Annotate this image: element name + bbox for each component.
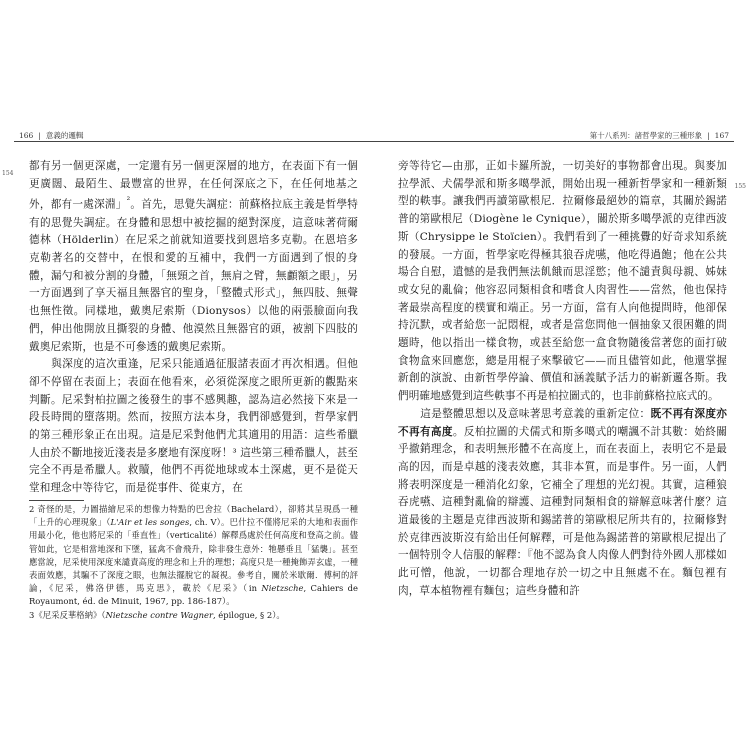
footnote-italic-title: Nietzsche contre Wagner xyxy=(105,609,213,620)
footnote-rule xyxy=(29,500,84,501)
footnote-2 xyxy=(29,503,358,609)
footnote-italic-title: Nietzsche xyxy=(261,583,304,594)
footnote-italic-title: L'Air et les songes xyxy=(110,517,190,528)
left-running-header: 166 | 意義的邏輯 xyxy=(19,131,84,140)
left-margin-note: 154 xyxy=(2,170,14,177)
bold-phrase: 既不再有深度亦不再有高度 xyxy=(398,407,727,438)
right-page xyxy=(375,0,750,750)
footnote-text: , ch. V）。巴什拉不僅將尼采的大地和表面作用最小化，他也將尼采的「垂直性」（verticalité）解釋爲處於任何高度和登高之前。儘管如此，它是相當地深和下墜，猛禽不會飛升，除非發生意外：牠懸垂且「猛襲」。甚至應當說，尼采使用深度來譴責高度的理念和上升的理想；高度只是一種掩飾弄玄虛，一種表面效應，其騙不了深度之眼，也無法擺脫它的凝視。參考自，關於米歇爾．傅柯的評論，《尼采，佛洛伊德，馬克思》，載於《尼采》（in xyxy=(29,517,359,594)
right-header-rule xyxy=(375,141,734,142)
left-footnotes xyxy=(29,503,358,622)
right-page-number: 167 xyxy=(714,131,729,140)
paragraph-text: 這是整體思想以及意味著思考意義的重新定位： xyxy=(420,407,651,420)
left-header-rule xyxy=(14,141,375,142)
footnote-text: 2 奇怪的是，力圖描繪尼采的想像力特點的巴舍拉（Bachelard），卻將其呈現爲一種「上升的心理現象」（ xyxy=(29,504,358,528)
left-paragraph-2: 與深度的這次重逢，尼采只能通過征服諸表面才再次相遇。但他卻不停留在表面上；表面在他看來，必須從深度之眼所更新的觀點來判斷。尼采對柏拉圖之後發生的事不感興趣，認為這必然接下來是一段長時間的墮落期。然而，按照方法本身，我們卻感覺到，哲學家們的第三種形象正在出現。這是尼采對他們尤其適用的用語：這些希臘人由於不斷地接近淺表是多麼地有深度呀！³ 這些第三種希臘人，甚至完全不再是希臘人。救贖，他們不再從地球或本土深處，更不是從天堂和理念中等待它，而是從事件、從東方，在 xyxy=(29,358,358,495)
footnote-text: , Cahiers de Royaumont, éd. de Minuit, 1967, pp. 186-187）。 xyxy=(29,583,358,607)
right-paragraph-1: 旁等待它—由那，正如卡羅所說，一切美好的事物都會出現。與麥加拉學派、犬儒學派和斯多噶學派，開始出現一種新哲學家和一種新類型的軼事。讓我們再讀第歐根尼．拉爾修最絕妙的篇章，其關於錫諾普的第歐根尼（Diogène le Cynique），關於斯多噶學派的克律西波斯（Chrysippe le Stoïcien）。我們看到了一種挑釁的好奇求知系統的發展。一方面，哲學家吃得極其狼吞虎嚥，他吃得過飽；他在公共場合自慰，遺憾的是我們無法飢餓而思淫慾；他不譴責與母親、姊妹或女兒的亂倫；他容忍同類相食和嗜食人肉習性——當然，他也保持著最崇高程度的樸實和端正。另一方面，當有人向他提問時，他卻保持沉默，或者給您一記悶棍，或者是當您問他一個抽象又很困難的問題時，他以指出一樣食物，或甚至給您一盒食物隨後當著您的面打破食物盒來回應您，總是用棍子來擊破它——而且儘管如此，他還掌握新創的演說、由新哲學停論、價值和涵義賦予活力的嶄新邏各斯。我們明確地感覺到這些軼事不再是柏拉圖式的，也非前蘇格拉底式的。 xyxy=(398,160,727,403)
left-body-text xyxy=(29,158,358,498)
right-running-title: 第十八系列：諸哲學家的三種形象 xyxy=(589,131,703,140)
footnote-text: 3《尼采反華格納》（ xyxy=(29,609,106,620)
paragraph-text: 。反柏拉圖的犬儒式和斯多噶式的嘲諷不計其數：始終關乎撤銷理念，和表明無形體不在高度上，而在表面上，表明它不是最高的因，而是卓越的淺表效應，其非本質，而是事件。另一面，人們將表明深度是一種消化幻象，它補全了理想的光幻視。其實，這種狼吞虎嚥、這種對亂倫的辯護、這種對同類相食的辯解意味著什麼？這道最後的主題是克律西波斯和錫諾普的第歐根尼所共有的，拉爾修對於克律西波斯沒有給出任何解釋，可是他為錫諾普的第歐根尼提出了一個特別令人信服的解釋：『他不認為食人肉像人們對待外國人那樣如此可憎，他說，一切都合理地存於一切之中且無處不在。麵包裡有肉，草本植物裡有麵包；這些身體和許 xyxy=(398,425,728,597)
paragraph-text: 都有另一個更深處，一定還有另一個更深層的地方，在表面下有一個更廣闊、最陌生、最豐富的世界，在任何深底之下，在任何地基之外，都有一處深淵」 xyxy=(29,160,358,211)
footnote-3 xyxy=(29,609,358,622)
left-page-number: 166 xyxy=(19,131,34,140)
right-margin-note: 155 xyxy=(734,183,746,190)
footnote-text: , épilogue, § 2）。 xyxy=(212,609,285,620)
left-running-title: 意義的邏輯 xyxy=(45,131,84,140)
paragraph-text: 。首先，思覺失調症：前蘇格拉底主義是哲學特有的思覺失調症。在身體和思想中被挖掘的絕對深度，這意味著荷爾德林（Hölderlin）在尼采之前就知道要找到恩培多克勒。在恩培多克勒著名的交替中，在恨和愛的互補中，我們一方面遇到了恨的身體，漏勺和被分割的身體，「無頸之首，無肩之臂，無顱額之眼」，另一方面遇到了享天福且無器官的聖身，「整體式形式」，無四肢、無聲也無性徵。同樣地，戴奧尼索斯（Dionysos）以他的兩張臉面向我們，伸出他開放且撕裂的身體、他漠然且無器官的頭，被割下四肢的戴奧尼索斯，也是不可參透的戴奧尼索斯。 xyxy=(29,198,358,353)
left-paragraph-1 xyxy=(29,158,358,356)
right-running-header: 第十八系列：諸哲學家的三種形象 | 167 xyxy=(589,131,729,140)
right-paragraph-2 xyxy=(398,406,727,601)
footnote-ref-2[interactable]: ² xyxy=(126,196,131,207)
right-body-text xyxy=(398,158,727,601)
